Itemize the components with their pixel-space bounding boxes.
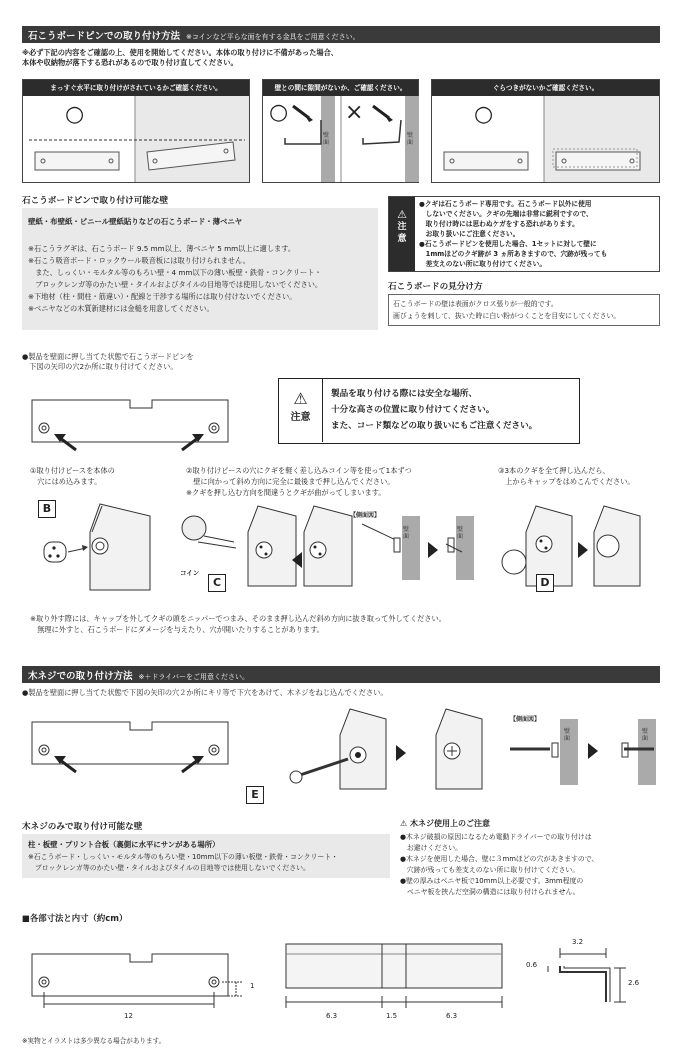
step2-line: 壁に向かって斜め方向に完全に最後まで押し込んでください。 (186, 477, 395, 486)
walls-screw-panel (22, 834, 390, 878)
wall-label: 壁面 (403, 526, 410, 540)
step3-line: ③3本のクギを全て押し込んだら、 (498, 466, 610, 475)
judge-title: 石こうボードの見分け方 (388, 282, 483, 292)
part-label-c: C (208, 574, 226, 592)
section-note: ※＋ドライバーをご用意ください。 (138, 673, 250, 681)
step-intro-line: 下図の矢印の穴2か所に取り付けてください。 (22, 362, 178, 371)
step-intro-line: ●製品を壁面に押し当てた状態で石こうボードピンを (22, 352, 194, 361)
coin-label: コイン (180, 569, 200, 577)
section-title: 木ネジでの取り付け方法 (28, 671, 133, 682)
step3-illustration (500, 502, 650, 592)
screw-caution-line: お避けください。 (400, 844, 463, 852)
warning-icon: ⚠ (293, 389, 308, 408)
part-label-e: E (246, 786, 264, 804)
footer-note: ※実物とイラストは多少異なる場合があります。 (22, 1037, 166, 1045)
check-wobble-box (431, 79, 660, 183)
caution-line: 取り付け時には思わぬケガをする恐れがあります。 (419, 220, 579, 228)
step3-line: 上からキャップをはめこんでください。 (498, 477, 635, 486)
dim-height-2-6: 2.6 (628, 979, 640, 987)
screw-steps-illustration (260, 705, 660, 805)
check-level-box (22, 79, 250, 183)
walls-board-line: ※ベニヤなどの木質新建材には金槌を用意してください。 (28, 304, 214, 313)
dim-right-6-3: 6.3 (446, 1012, 458, 1020)
check-level-head: まっすぐ水平に取り付けがされているかご確認ください。 (23, 80, 249, 96)
caution-nail-box (388, 196, 660, 272)
judge-box (388, 294, 660, 326)
safety-line: また、コード類などの取り扱いにもご注意ください。 (331, 421, 538, 431)
check-gap-box (262, 79, 419, 183)
dim-width-12: 12 (124, 1012, 133, 1020)
safety-line: 製品を取り付ける際には安全な場所、 (331, 389, 478, 399)
side-view-label: 【側面図】 (350, 512, 381, 519)
dims-top-diagram (284, 940, 514, 1020)
dims-front-diagram (30, 952, 270, 1032)
ng-mark: × (345, 100, 364, 125)
walls-screw-line: ブロックレンガ等のかたい壁・タイルおよびタイルの目地等では使用しないでください。 (28, 864, 310, 872)
intro-line-1: ※必ず下記の内容をご確認の上、使用を開始してください。本体の取り付けに不備があった場合、 (22, 48, 338, 57)
walls-board-title: 石こうボードピンで取り付け可能な壁 (22, 196, 169, 206)
wall-label: 壁面 (642, 728, 649, 742)
product-front-diagram (30, 398, 250, 458)
wobble-illustration (432, 80, 661, 184)
dim-depth-3-2: 3.2 (572, 938, 584, 946)
walls-board-line: ※下地材（柱・間柱・筋違い）・配線と干渉する場所には取り付けないでください。 (28, 292, 297, 301)
step1-line: ①取り付けピースを本体の (30, 466, 115, 475)
ok-mark: ○ (474, 102, 494, 127)
step1-line: 穴にはめ込みます。 (30, 477, 102, 486)
screw-caution-line: ベニヤ板を挟んだ空洞の構造には取り付けられません。 (400, 888, 580, 896)
caution-line: ●クギは石こうボード専用です。石こうボード以外に使用 (419, 200, 592, 208)
dim-hole-1: 1 (250, 982, 255, 990)
section-note: ※コインなど平らな面を有する金具をご用意ください。 (186, 33, 360, 41)
caution-line: ●石こうボードピンを使用した場合、1セットに対して壁に (419, 240, 597, 248)
walls-screw-line: ※石こうボード・しっくい・モルタル等のもろい壁・10mm以下の薄い板壁・鉄骨・コンクリート・ (28, 853, 339, 861)
caution-line: しないでください。クギの先端は非常に鋭利ですので、 (419, 210, 593, 218)
wall-label: 壁面 (323, 132, 330, 146)
dimensions-title: ■各部寸法と内寸（約cm） (22, 913, 128, 923)
screw-intro: ●製品を壁面に押し当てた状態で下図の矢印の穴２か所にキリ等で下穴をあけて、木ネジをねじ込んでください。 (22, 688, 388, 697)
dims-side-diagram (540, 940, 660, 1020)
screw-caution-title: ⚠ 木ネジ使用上のご注意 (400, 819, 490, 828)
part-label-d: D (536, 574, 554, 592)
dim-lip-0-6: 0.6 (526, 961, 538, 969)
caution-line: 差支えのない所に取り付けてください。 (419, 260, 547, 268)
gap-illustration (263, 80, 420, 184)
wall-label: 壁面 (457, 526, 464, 540)
walls-board-panel (22, 208, 378, 330)
side-view-label: 【側面図】 (510, 716, 541, 723)
ok-mark: ○ (65, 102, 85, 127)
judge-line: 画びょうを刺して、抜いた時に白い粉がつくことを目安にしてください。 (393, 312, 621, 320)
part-label-b: B (38, 500, 56, 518)
dim-gap-1-5: 1.5 (386, 1012, 398, 1020)
caution-label-text: 注意 (397, 222, 407, 244)
screw-caution-line: ●壁の厚みはベニヤ板で10mm以上必要です。3mm程度の (400, 877, 584, 885)
product-front-diagram-screw (30, 720, 250, 780)
walls-board-subtitle: 壁紙・布壁紙・ビニール壁紙貼りなどの石こうボード・薄ベニヤ (28, 217, 243, 226)
safety-label (279, 379, 323, 442)
walls-screw-title: 木ネジのみで取り付け可能な壁 (22, 822, 143, 832)
dim-left-6-3: 6.3 (326, 1012, 338, 1020)
wall-label: 壁面 (564, 728, 571, 742)
remove-line: ※取り外す際には、キャップを外してクギの頭をニッパーでつまみ、そのまま押し込んだ斜め方向に抜き取って外してください。 (30, 614, 446, 623)
caution-line: 1mmほどのクギ跡が 3 ヵ所あきますので、穴跡が残っても (419, 250, 608, 258)
screw-caution-line: ●木ネジ破損の原因になるため電動ドライバーでの取り付けは (400, 833, 592, 841)
section-header-wood-screw (22, 666, 660, 683)
check-wobble-head: ぐらつきがないかご確認ください。 (432, 80, 659, 96)
caution-line: お取り扱いにご注意ください。 (419, 230, 520, 238)
step2-line: ②取り付けピースの穴にクギを軽く差し込みコイン等を使って1本ずつ (186, 466, 412, 475)
walls-board-line: また、しっくい・モルタル等のもろい壁・4 mm以下の薄い板壁・鉄骨・コンクリート・ (28, 268, 322, 277)
safety-line: 十分な高さの位置に取り付けてください。 (331, 405, 495, 415)
step2-line: ※クギを押し込む方向を間違うとクギが曲がってしまいます。 (186, 488, 386, 497)
safety-caution-box (278, 378, 580, 444)
intro-line-2: 本体や収納物が落下する恐れがあるので取り付け直してください。 (22, 58, 238, 67)
walls-board-line: ※石こうラグギは、石こうボード 9.5 mm以上、薄ベニヤ 5 mm以上に適します。 (28, 244, 296, 253)
screw-caution-line: 穴跡が残っても差支えのない所に取り付けてください。 (400, 866, 580, 874)
walls-screw-subtitle: 柱・板壁・プリント合板（裏側に水平にサンがある場所） (28, 840, 220, 849)
section-header-board-pin (22, 26, 660, 43)
warning-icon: ⚠ (397, 208, 407, 221)
screw-caution-line: ●木ネジを使用した場合、壁に３mmほどの穴があきますので、 (400, 855, 599, 863)
wall-label: 壁面 (407, 132, 414, 146)
judge-line: 石こうボードの壁は表面がクロス張りが一般的です。 (393, 300, 558, 308)
caution-nail-label (389, 197, 415, 271)
remove-line: 無理に外すと、石こうボードにダメージを与えたり、穴が開いたりすることがあります。 (30, 625, 324, 634)
check-gap-head: 壁との間に隙間がないか、ご確認ください。 (263, 80, 418, 96)
safety-label-text: 注意 (290, 412, 311, 423)
ok-mark: ○ (269, 100, 289, 125)
walls-board-line: ※石こう吸音ボード・ロックウール吸音板には取り付けられません。 (28, 256, 250, 265)
walls-board-line: ブロックレンガ等のかたい壁・タイルおよびタイルの目地等では使用しないでください。 (28, 280, 323, 289)
section-title: 石こうボードピンでの取り付け方法 (28, 31, 181, 42)
level-illustration (23, 80, 251, 184)
